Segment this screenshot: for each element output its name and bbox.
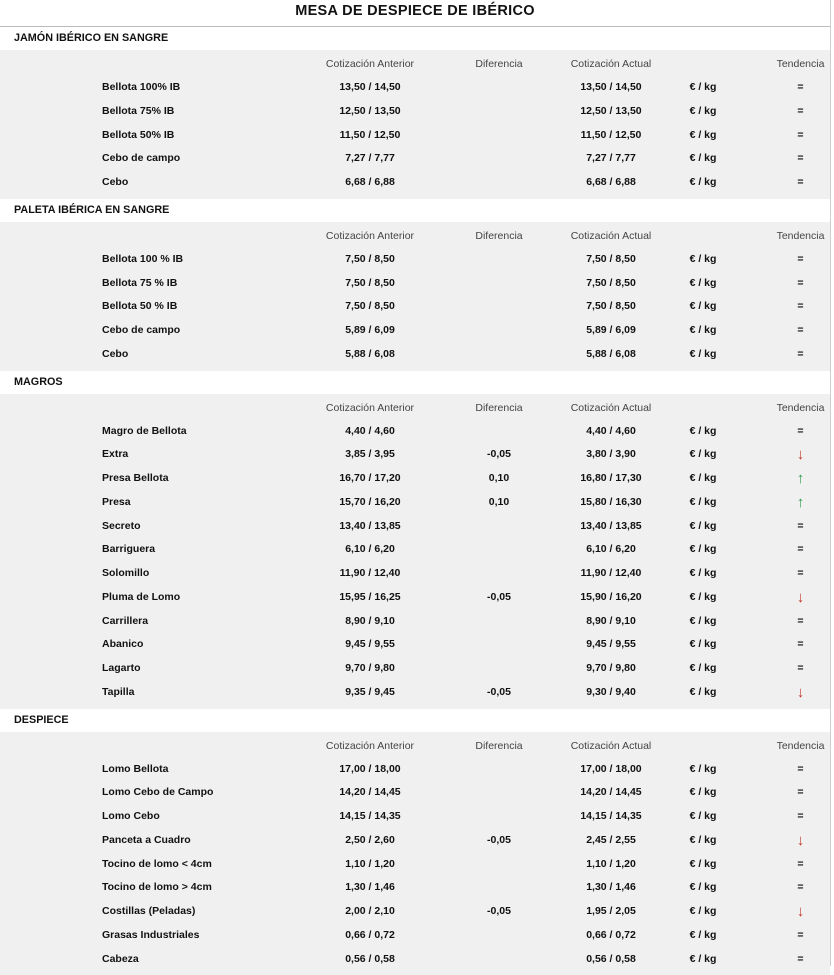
trend-equal: = <box>742 420 834 444</box>
section-title: JAMÓN IBÉRICO EN SANGRE <box>0 27 830 50</box>
current-price: 1,10 / 1,20 <box>558 853 664 877</box>
header-diff: Diferencia <box>440 56 558 76</box>
column-header-row <box>0 738 830 758</box>
current-price: 7,50 / 8,50 <box>558 248 664 272</box>
previous-price: 0,66 / 0,72 <box>300 924 440 948</box>
current-price: 13,50 / 14,50 <box>558 76 664 100</box>
header-trend: Tendencia <box>742 56 834 76</box>
price-unit: € / kg <box>664 467 742 491</box>
trend-equal: = <box>742 343 834 367</box>
trend-equal: = <box>742 171 834 195</box>
current-price: 2,45 / 2,55 <box>558 829 664 853</box>
previous-price: 13,50 / 14,50 <box>300 76 440 100</box>
header-unit-blank <box>664 738 742 758</box>
arrow-up-icon: ↑ <box>742 491 834 515</box>
section-title: DESPIECE <box>0 709 830 732</box>
price-unit: € / kg <box>664 420 742 444</box>
product-name: Presa <box>0 491 300 515</box>
previous-price: 2,50 / 2,60 <box>300 829 440 853</box>
current-price: 6,10 / 6,20 <box>558 538 664 562</box>
current-price: 11,50 / 12,50 <box>558 124 664 148</box>
price-difference <box>440 924 558 948</box>
current-price: 11,90 / 12,40 <box>558 562 664 586</box>
price-unit: € / kg <box>664 805 742 829</box>
price-unit: € / kg <box>664 853 742 877</box>
table-row <box>0 515 830 539</box>
current-price: 14,20 / 14,45 <box>558 781 664 805</box>
table-row <box>0 610 830 634</box>
header-unit-blank <box>664 228 742 248</box>
current-price: 6,68 / 6,88 <box>558 171 664 195</box>
product-name: Presa Bellota <box>0 467 300 491</box>
price-unit: € / kg <box>664 124 742 148</box>
trend-equal: = <box>742 147 834 171</box>
header-blank <box>0 56 300 76</box>
header-prev: Cotización Anterior <box>300 56 440 76</box>
product-name: Cebo de campo <box>0 147 300 171</box>
product-name: Abanico <box>0 633 300 657</box>
header-curr: Cotización Actual <box>558 738 664 758</box>
previous-price: 9,35 / 9,45 <box>300 681 440 705</box>
trend-equal: = <box>742 319 834 343</box>
product-name: Lomo Cebo <box>0 805 300 829</box>
trend-equal: = <box>742 295 834 319</box>
trend-equal: = <box>742 515 834 539</box>
table-row <box>0 100 830 124</box>
product-name: Lagarto <box>0 657 300 681</box>
product-name: Tapilla <box>0 681 300 705</box>
table-row <box>0 633 830 657</box>
previous-price: 15,70 / 16,20 <box>300 491 440 515</box>
arrow-down-icon: ↓ <box>742 443 834 467</box>
trend-equal: = <box>742 538 834 562</box>
previous-price: 14,15 / 14,35 <box>300 805 440 829</box>
trend-equal: = <box>742 76 834 100</box>
price-difference: -0,05 <box>440 586 558 610</box>
product-name: Cebo <box>0 343 300 367</box>
product-name: Bellota 100% IB <box>0 76 300 100</box>
price-difference <box>440 853 558 877</box>
table-row <box>0 681 830 705</box>
previous-price: 7,27 / 7,77 <box>300 147 440 171</box>
trend-equal: = <box>742 100 834 124</box>
product-name: Barriguera <box>0 538 300 562</box>
price-difference <box>440 248 558 272</box>
price-difference <box>440 420 558 444</box>
price-difference <box>440 171 558 195</box>
previous-price: 9,45 / 9,55 <box>300 633 440 657</box>
table-row <box>0 295 830 319</box>
header-blank <box>0 228 300 248</box>
product-name: Cebo de campo <box>0 319 300 343</box>
previous-price: 2,00 / 2,10 <box>300 900 440 924</box>
trend-equal: = <box>742 924 834 948</box>
trend-equal: = <box>742 853 834 877</box>
price-difference <box>440 515 558 539</box>
header-prev: Cotización Anterior <box>300 738 440 758</box>
price-unit: € / kg <box>664 924 742 948</box>
previous-price: 11,90 / 12,40 <box>300 562 440 586</box>
price-difference <box>440 758 558 782</box>
arrow-down-icon: ↓ <box>742 900 834 924</box>
table-row <box>0 805 830 829</box>
price-unit: € / kg <box>664 295 742 319</box>
product-name: Extra <box>0 443 300 467</box>
trend-equal: = <box>742 781 834 805</box>
header-blank <box>0 738 300 758</box>
price-difference <box>440 295 558 319</box>
arrow-down-icon: ↓ <box>742 829 834 853</box>
table-row <box>0 829 830 853</box>
price-difference <box>440 147 558 171</box>
price-difference <box>440 610 558 634</box>
trend-equal: = <box>742 562 834 586</box>
section-table <box>0 732 830 975</box>
table-row <box>0 657 830 681</box>
table-row <box>0 272 830 296</box>
header-blank <box>0 400 300 420</box>
current-price: 9,30 / 9,40 <box>558 681 664 705</box>
trend-equal: = <box>742 948 834 972</box>
table-row <box>0 467 830 491</box>
header-diff: Diferencia <box>440 228 558 248</box>
price-unit: € / kg <box>664 343 742 367</box>
current-price: 3,80 / 3,90 <box>558 443 664 467</box>
previous-price: 14,20 / 14,45 <box>300 781 440 805</box>
table-row <box>0 147 830 171</box>
product-name: Costillas (Peladas) <box>0 900 300 924</box>
product-name: Solomillo <box>0 562 300 586</box>
previous-price: 8,90 / 9,10 <box>300 610 440 634</box>
previous-price: 1,10 / 1,20 <box>300 853 440 877</box>
product-name: Carrillera <box>0 610 300 634</box>
table-row <box>0 319 830 343</box>
price-difference <box>440 562 558 586</box>
current-price: 13,40 / 13,85 <box>558 515 664 539</box>
price-unit: € / kg <box>664 657 742 681</box>
header-prev: Cotización Anterior <box>300 228 440 248</box>
previous-price: 1,30 / 1,46 <box>300 876 440 900</box>
table-row <box>0 248 830 272</box>
section-table <box>0 222 830 371</box>
trend-equal: = <box>742 610 834 634</box>
previous-price: 7,50 / 8,50 <box>300 295 440 319</box>
product-name: Bellota 100 % IB <box>0 248 300 272</box>
price-unit: € / kg <box>664 633 742 657</box>
product-name: Magro de Bellota <box>0 420 300 444</box>
arrow-down-icon: ↓ <box>742 681 834 705</box>
previous-price: 6,10 / 6,20 <box>300 538 440 562</box>
current-price: 5,89 / 6,09 <box>558 319 664 343</box>
price-unit: € / kg <box>664 610 742 634</box>
price-unit: € / kg <box>664 876 742 900</box>
previous-price: 7,50 / 8,50 <box>300 248 440 272</box>
table-row <box>0 948 830 972</box>
column-header-row <box>0 400 830 420</box>
price-difference: -0,05 <box>440 900 558 924</box>
price-unit: € / kg <box>664 272 742 296</box>
header-unit-blank <box>664 400 742 420</box>
current-price: 7,27 / 7,77 <box>558 147 664 171</box>
previous-price: 0,56 / 0,58 <box>300 948 440 972</box>
price-difference: 0,10 <box>440 491 558 515</box>
price-unit: € / kg <box>664 100 742 124</box>
price-difference <box>440 538 558 562</box>
table-row <box>0 491 830 515</box>
table-row <box>0 900 830 924</box>
product-name: Pluma de Lomo <box>0 586 300 610</box>
table-row <box>0 420 830 444</box>
current-price: 15,90 / 16,20 <box>558 586 664 610</box>
price-unit: € / kg <box>664 171 742 195</box>
previous-price: 16,70 / 17,20 <box>300 467 440 491</box>
previous-price: 13,40 / 13,85 <box>300 515 440 539</box>
product-name: Tocino de lomo < 4cm <box>0 853 300 877</box>
header-curr: Cotización Actual <box>558 400 664 420</box>
product-name: Tocino de lomo > 4cm <box>0 876 300 900</box>
price-unit: € / kg <box>664 758 742 782</box>
header-diff: Diferencia <box>440 400 558 420</box>
price-difference <box>440 876 558 900</box>
table-row <box>0 124 830 148</box>
price-unit: € / kg <box>664 248 742 272</box>
current-price: 9,70 / 9,80 <box>558 657 664 681</box>
price-difference <box>440 781 558 805</box>
current-price: 7,50 / 8,50 <box>558 272 664 296</box>
price-difference <box>440 272 558 296</box>
section-title: PALETA IBÉRICA EN SANGRE <box>0 199 830 222</box>
column-header-row <box>0 228 830 248</box>
current-price: 4,40 / 4,60 <box>558 420 664 444</box>
header-diff: Diferencia <box>440 738 558 758</box>
trend-equal: = <box>742 272 834 296</box>
table-row <box>0 924 830 948</box>
table-row <box>0 76 830 100</box>
product-name: Panceta a Cuadro <box>0 829 300 853</box>
trend-equal: = <box>742 805 834 829</box>
trend-equal: = <box>742 124 834 148</box>
header-prev: Cotización Anterior <box>300 400 440 420</box>
product-name: Secreto <box>0 515 300 539</box>
price-difference: -0,05 <box>440 829 558 853</box>
price-difference <box>440 124 558 148</box>
price-difference <box>440 805 558 829</box>
header-trend: Tendencia <box>742 400 834 420</box>
price-difference <box>440 948 558 972</box>
price-difference <box>440 319 558 343</box>
table-row <box>0 781 830 805</box>
previous-price: 4,40 / 4,60 <box>300 420 440 444</box>
price-difference <box>440 343 558 367</box>
price-unit: € / kg <box>664 515 742 539</box>
price-difference <box>440 657 558 681</box>
product-name: Lomo Bellota <box>0 758 300 782</box>
table-row <box>0 876 830 900</box>
price-unit: € / kg <box>664 900 742 924</box>
current-price: 12,50 / 13,50 <box>558 100 664 124</box>
price-difference: 0,10 <box>440 467 558 491</box>
column-header-row <box>0 56 830 76</box>
header-curr: Cotización Actual <box>558 56 664 76</box>
table-row <box>0 443 830 467</box>
section-table <box>0 50 830 199</box>
product-name: Bellota 75% IB <box>0 100 300 124</box>
table-row <box>0 538 830 562</box>
product-name: Grasas Industriales <box>0 924 300 948</box>
previous-price: 17,00 / 18,00 <box>300 758 440 782</box>
arrow-down-icon: ↓ <box>742 586 834 610</box>
header-trend: Tendencia <box>742 738 834 758</box>
table-row <box>0 586 830 610</box>
price-unit: € / kg <box>664 781 742 805</box>
previous-price: 12,50 / 13,50 <box>300 100 440 124</box>
product-name: Bellota 50 % IB <box>0 295 300 319</box>
product-name: Bellota 75 % IB <box>0 272 300 296</box>
price-unit: € / kg <box>664 681 742 705</box>
current-price: 17,00 / 18,00 <box>558 758 664 782</box>
previous-price: 5,89 / 6,09 <box>300 319 440 343</box>
current-price: 1,95 / 2,05 <box>558 900 664 924</box>
page-title: MESA DE DESPIECE DE IBÉRICO <box>0 0 830 27</box>
current-price: 1,30 / 1,46 <box>558 876 664 900</box>
product-name: Lomo Cebo de Campo <box>0 781 300 805</box>
previous-price: 11,50 / 12,50 <box>300 124 440 148</box>
price-unit: € / kg <box>664 829 742 853</box>
product-name: Cabeza <box>0 948 300 972</box>
trend-equal: = <box>742 633 834 657</box>
arrow-up-icon: ↑ <box>742 467 834 491</box>
current-price: 7,50 / 8,50 <box>558 295 664 319</box>
price-unit: € / kg <box>664 491 742 515</box>
trend-equal: = <box>742 248 834 272</box>
price-unit: € / kg <box>664 319 742 343</box>
previous-price: 15,95 / 16,25 <box>300 586 440 610</box>
price-unit: € / kg <box>664 147 742 171</box>
previous-price: 7,50 / 8,50 <box>300 272 440 296</box>
previous-price: 9,70 / 9,80 <box>300 657 440 681</box>
price-unit: € / kg <box>664 443 742 467</box>
product-name: Bellota 50% IB <box>0 124 300 148</box>
current-price: 0,66 / 0,72 <box>558 924 664 948</box>
previous-price: 6,68 / 6,88 <box>300 171 440 195</box>
sections-container <box>0 27 830 975</box>
table-row <box>0 562 830 586</box>
current-price: 9,45 / 9,55 <box>558 633 664 657</box>
current-price: 8,90 / 9,10 <box>558 610 664 634</box>
price-unit: € / kg <box>664 562 742 586</box>
previous-price: 5,88 / 6,08 <box>300 343 440 367</box>
header-trend: Tendencia <box>742 228 834 248</box>
section-table <box>0 394 830 709</box>
price-unit: € / kg <box>664 586 742 610</box>
table-row <box>0 343 830 367</box>
header-curr: Cotización Actual <box>558 228 664 248</box>
price-difference: -0,05 <box>440 681 558 705</box>
trend-equal: = <box>742 876 834 900</box>
price-difference <box>440 633 558 657</box>
table-row <box>0 853 830 877</box>
price-difference <box>440 76 558 100</box>
price-unit: € / kg <box>664 538 742 562</box>
current-price: 16,80 / 17,30 <box>558 467 664 491</box>
previous-price: 3,85 / 3,95 <box>300 443 440 467</box>
trend-equal: = <box>742 657 834 681</box>
table-row <box>0 171 830 195</box>
current-price: 0,56 / 0,58 <box>558 948 664 972</box>
table-row <box>0 758 830 782</box>
product-name: Cebo <box>0 171 300 195</box>
trend-equal: = <box>742 758 834 782</box>
current-price: 5,88 / 6,08 <box>558 343 664 367</box>
current-price: 15,80 / 16,30 <box>558 491 664 515</box>
section-title: MAGROS <box>0 371 830 394</box>
header-unit-blank <box>664 56 742 76</box>
price-unit: € / kg <box>664 76 742 100</box>
current-price: 14,15 / 14,35 <box>558 805 664 829</box>
price-difference: -0,05 <box>440 443 558 467</box>
price-difference <box>440 100 558 124</box>
price-unit: € / kg <box>664 948 742 972</box>
